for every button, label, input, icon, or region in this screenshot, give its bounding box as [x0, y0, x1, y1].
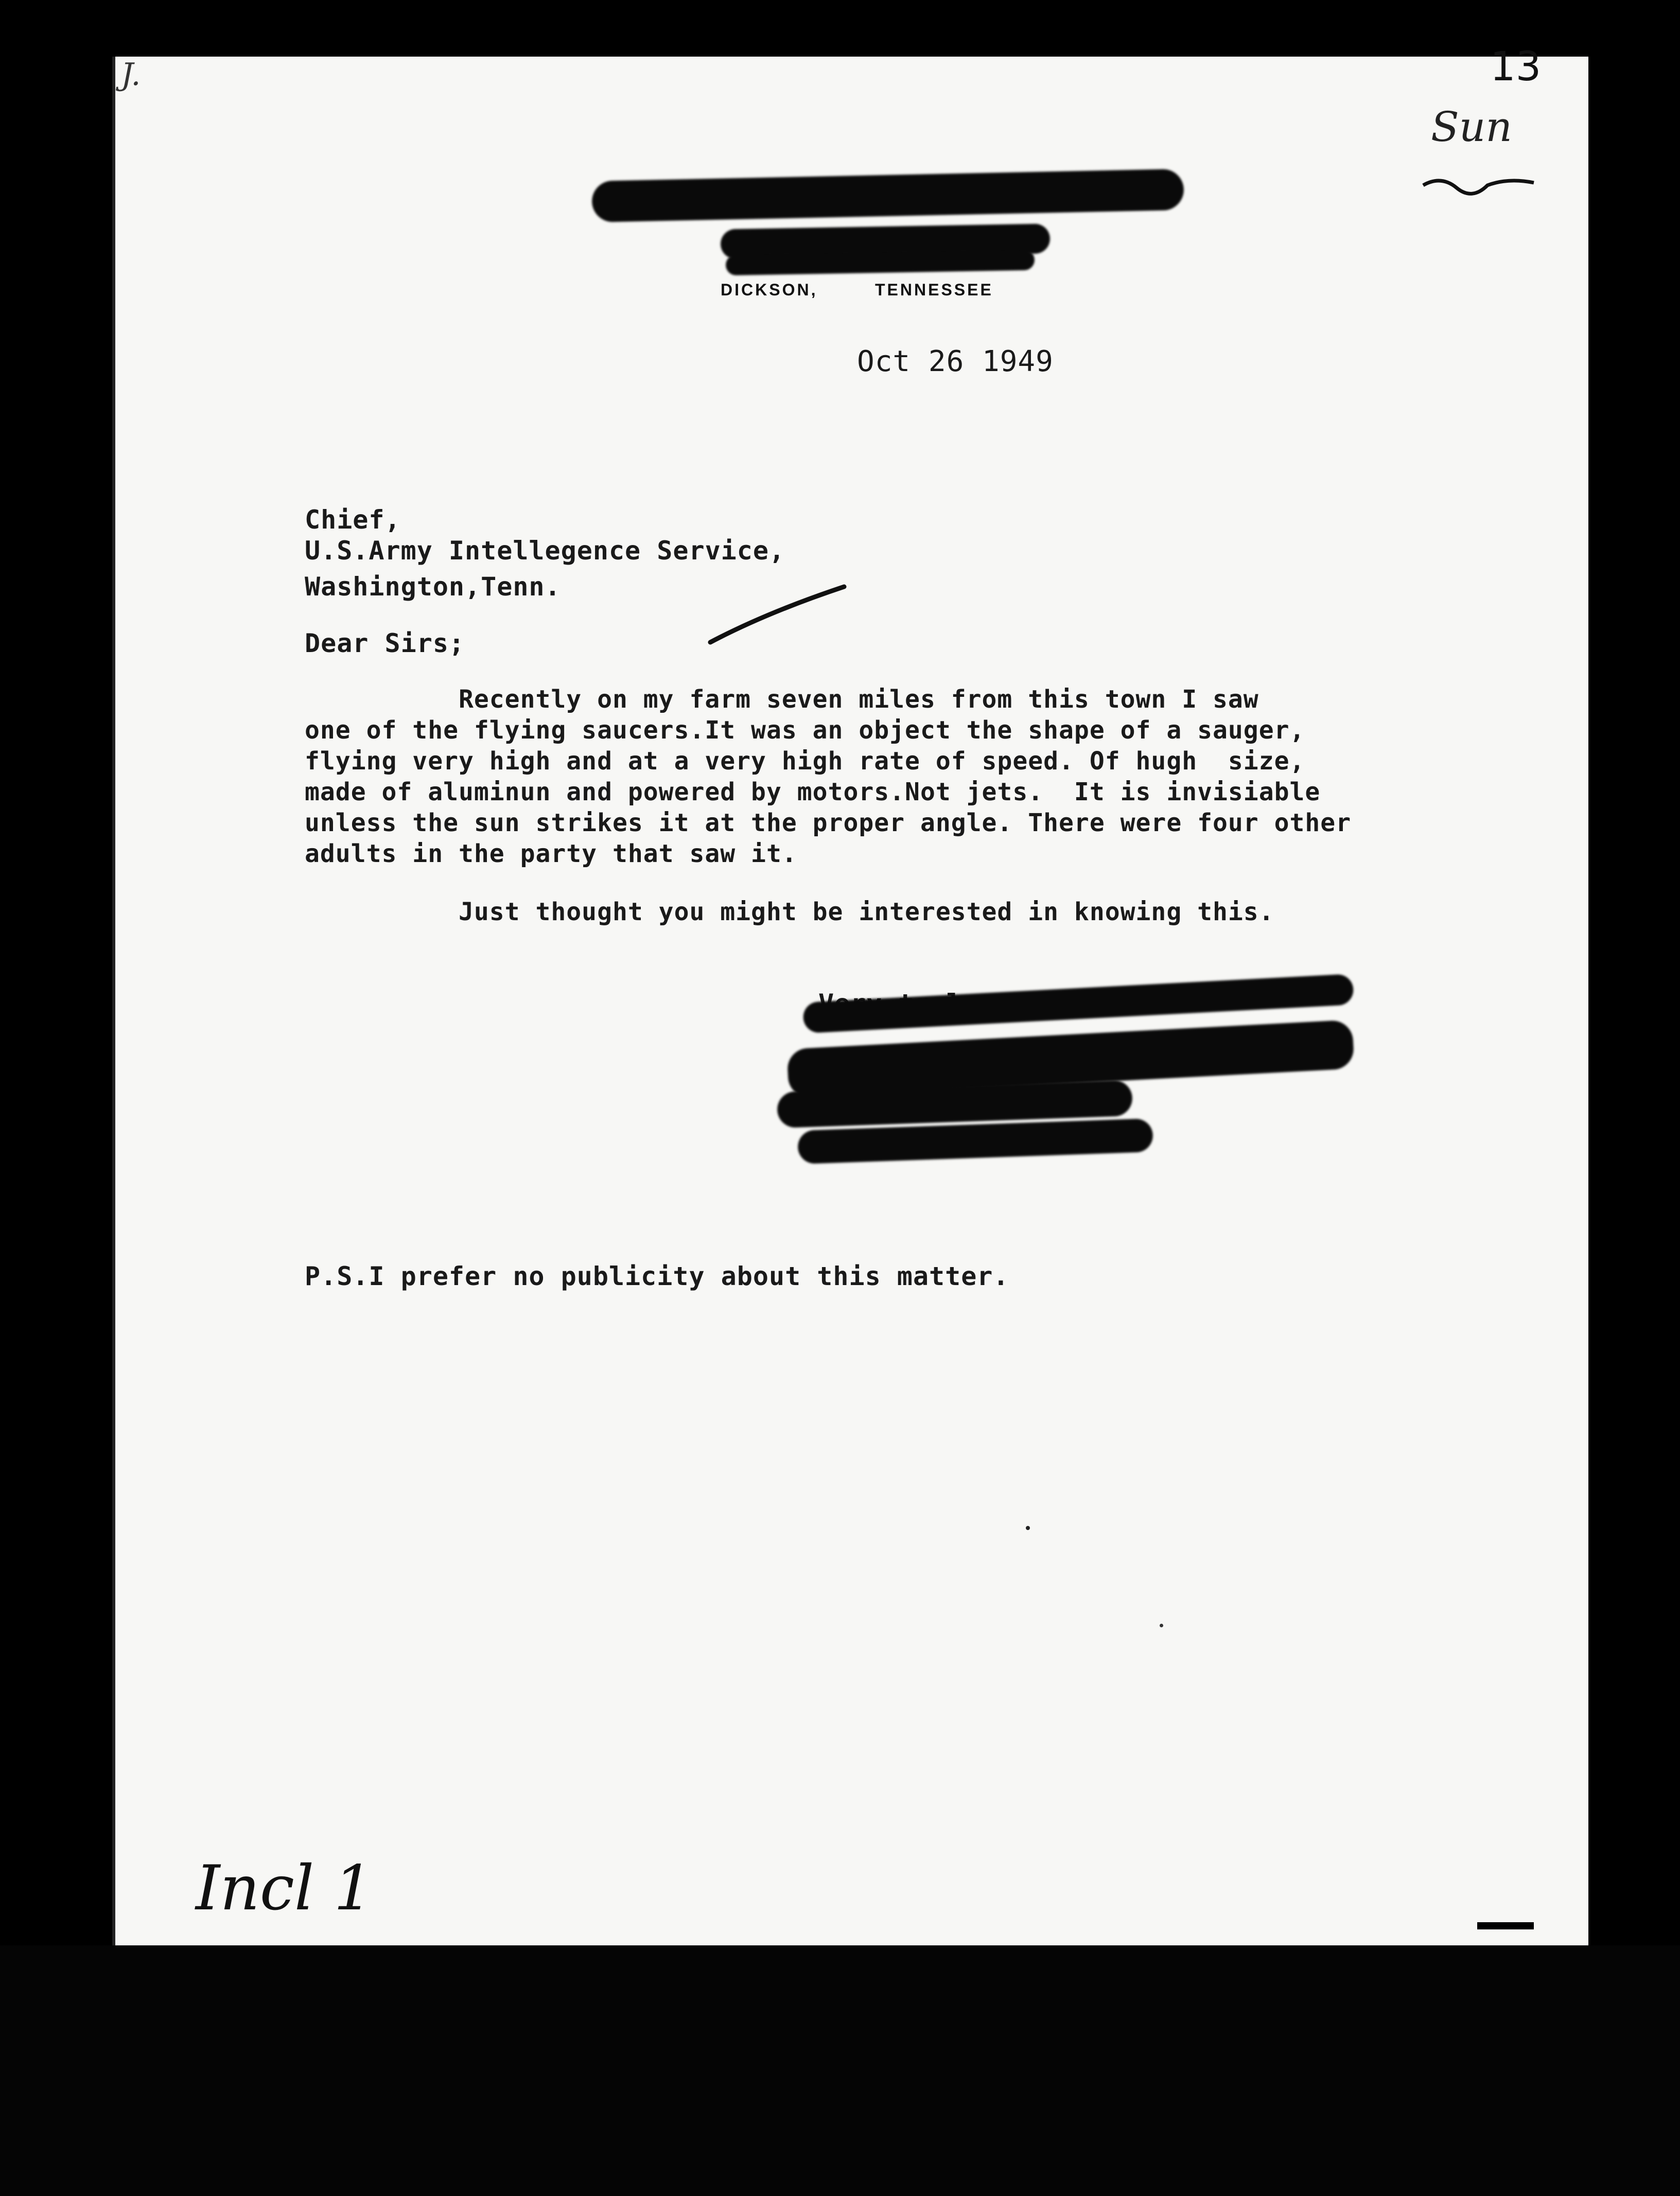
- bottom-right-dash: [1477, 1922, 1534, 1929]
- frame-bottom-edge: [0, 1945, 1680, 2196]
- top-right-scrawl: Sun: [1431, 103, 1512, 151]
- stray-dot-2: [1160, 1624, 1163, 1627]
- body-line-6: adults in the party that saw it.: [305, 839, 797, 868]
- frame-top-edge: [0, 0, 1680, 57]
- letter-date: Oct 26 1949: [857, 345, 1054, 378]
- bottom-left-mark: Incl 1: [196, 1853, 373, 1924]
- body-line-5: unless the sun strikes it at the proper angle. There were four other: [305, 809, 1352, 837]
- address-line-2: U.S.Army Intellegence Service,: [305, 536, 785, 566]
- page-number: 13: [1490, 44, 1542, 90]
- pen-stroke: [705, 582, 849, 648]
- letterhead-state: TENNESSEE: [875, 280, 993, 299]
- body-line-2: one of the flying saucers.It was an object the shape of a sauger,: [305, 716, 1305, 745]
- body-line-4: made of aluminun and powered by motors.Not jets. It is invisiable: [305, 778, 1321, 806]
- address-line-1: Chief,: [305, 505, 401, 535]
- body-line-3: flying very high and at a very high rate of speed. Of hugh size,: [305, 747, 1305, 776]
- salutation: Dear Sirs;: [305, 628, 465, 658]
- top-left-mark: J.: [121, 57, 141, 93]
- stray-dot-1: [1026, 1526, 1030, 1530]
- body-line-1: Recently on my farm seven miles from this town I saw: [305, 685, 1259, 714]
- top-right-squiggle: [1421, 165, 1539, 206]
- letterhead-town: DICKSON,: [721, 280, 818, 299]
- postscript: P.S.I prefer no publicity about this matter.: [305, 1261, 1009, 1291]
- address-line-3: Washington,Tenn.: [305, 572, 561, 602]
- body-paragraph-2: Just thought you might be interested in knowing this.: [305, 898, 1274, 926]
